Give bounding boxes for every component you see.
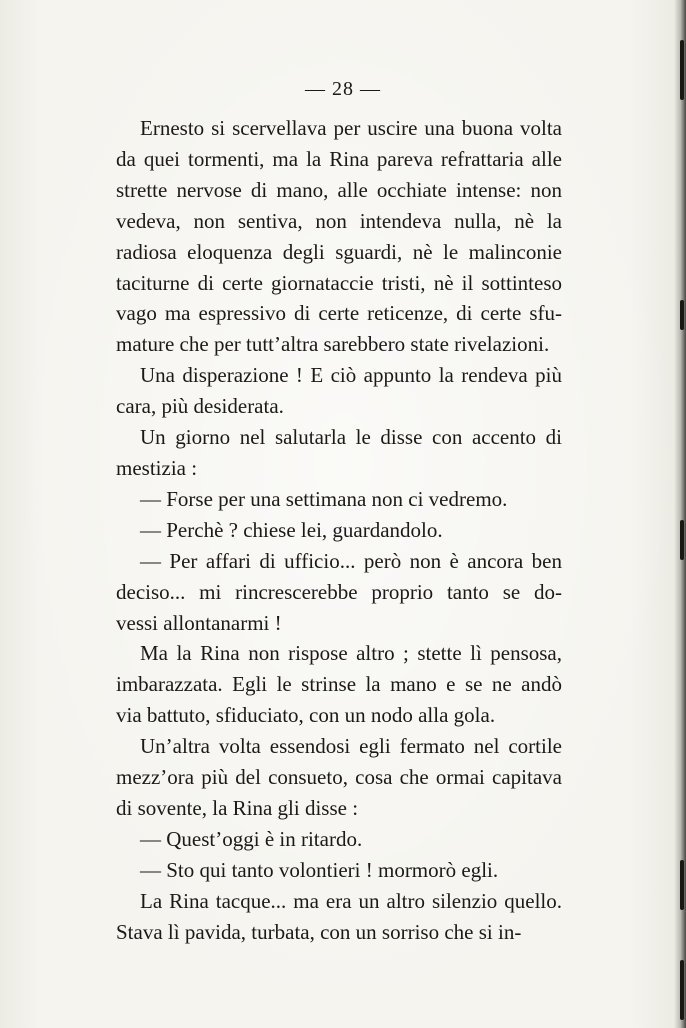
text-line: via battuto, sfiduciato, con un nodo alla gola. bbox=[116, 703, 496, 728]
scan-edge-mark bbox=[680, 860, 684, 910]
text-line: vedeva, non sentiva, non intendeva nulla, nè la bbox=[116, 208, 562, 233]
text-line: Ma la Rina non rispose altro ; stette lì pensosa, bbox=[140, 641, 562, 666]
text-line: Ernesto si scervellava per uscire una buona volta bbox=[140, 116, 562, 140]
scan-edge-mark bbox=[680, 520, 684, 560]
text-line: imbarazzata. Egli le strinse la mano e se ne andò bbox=[116, 672, 562, 697]
text-line: deciso... mi rincrescerebbe proprio tanto se do- bbox=[116, 579, 562, 604]
paragraph bbox=[116, 731, 562, 824]
paragraph bbox=[116, 546, 562, 639]
text-line: mature che per tutt’altra sarebbero state rivelazioni. bbox=[116, 332, 550, 357]
paragraph bbox=[116, 360, 562, 422]
text-line: di sovente, la Rina gli disse : bbox=[116, 795, 359, 820]
text-line: — Forse per una settimana non ci vedremo. bbox=[140, 486, 508, 511]
paragraph bbox=[116, 638, 562, 731]
paragraph bbox=[116, 422, 562, 484]
text-line: — Sto qui tanto volontieri ! mormorò egli. bbox=[140, 857, 499, 882]
paragraph bbox=[116, 886, 562, 948]
text-line: radiosa eloquenza degli sguardi, nè le malinconie bbox=[116, 239, 562, 264]
text-line: — Per affari di ufficio... però non è ancora ben bbox=[140, 548, 562, 573]
text-line: La Rina tacque... ma era un altro silenzio quello. bbox=[140, 888, 562, 913]
text-line: — Quest’oggi è in ritardo. bbox=[140, 826, 363, 851]
text-line: Un’altra volta essendosi egli fermato nel cortile bbox=[140, 734, 562, 759]
paragraph bbox=[116, 824, 562, 855]
scan-edge-mark bbox=[680, 300, 684, 330]
paragraph bbox=[116, 484, 562, 515]
body-text bbox=[116, 113, 562, 947]
scan-edge-mark bbox=[680, 960, 684, 1020]
text-line: Stava lì pavida, turbata, con un sorriso che si in- bbox=[116, 919, 522, 944]
text-line: da quei tormenti, ma la Rina pareva refrattaria alle bbox=[116, 146, 562, 171]
text-line: Una disperazione ! E ciò appunto la rendeva più bbox=[140, 363, 562, 388]
paragraph bbox=[116, 515, 562, 546]
text-line: vago ma espressivo di certe reticenze, di certe sfu- bbox=[116, 301, 562, 326]
text-line: mezz’ora più del consueto, cosa che ormai capitava bbox=[116, 765, 562, 790]
paragraph bbox=[116, 113, 562, 360]
text-line: — Perchè ? chiese lei, guardandolo. bbox=[140, 517, 443, 542]
text-line: strette nervose di mano, alle occhiate intense: non bbox=[116, 177, 562, 202]
text-line: vessi allontanarmi ! bbox=[116, 610, 282, 635]
text-line: Un giorno nel salutarla le disse con accento di bbox=[140, 425, 562, 450]
text-line: cara, più desiderata. bbox=[116, 394, 284, 419]
paragraph bbox=[116, 855, 562, 886]
page-number: — 28 — bbox=[305, 78, 381, 100]
text-line: taciturne di certe giornataccie tristi, nè il sottinteso bbox=[116, 270, 562, 295]
text-line: mestizia : bbox=[116, 455, 198, 480]
